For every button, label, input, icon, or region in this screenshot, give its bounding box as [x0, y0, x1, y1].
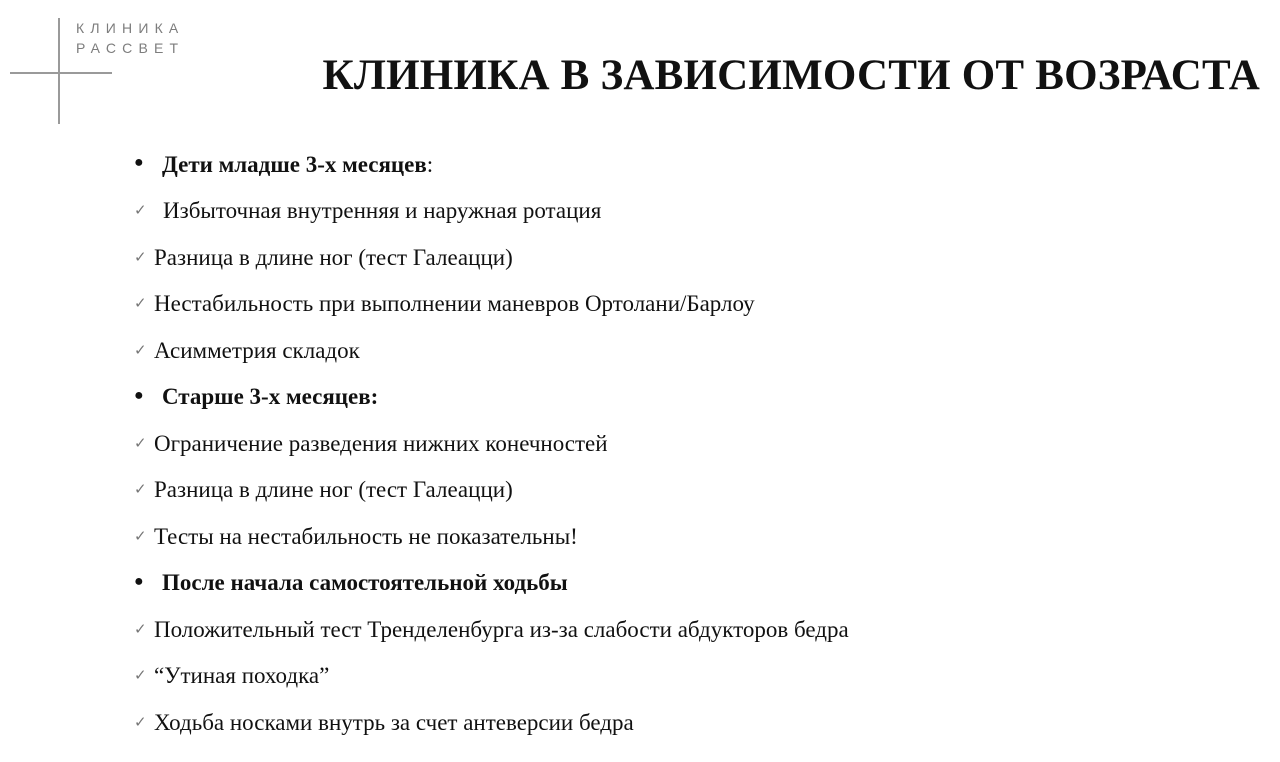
list-item-text: Избыточная внутренняя и наружная ротация	[163, 198, 602, 224]
list-item	[134, 281, 1254, 328]
check-icon: ✓	[134, 480, 147, 499]
check-icon: ✓	[134, 340, 147, 359]
list-item	[134, 420, 1254, 467]
page-title: КЛИНИКА В ЗАВИСИМОСТИ ОТ ВОЗРАСТА	[322, 52, 1260, 99]
bullet-icon: ●	[134, 572, 144, 590]
section-heading-after-walking	[134, 560, 1254, 607]
list-item	[134, 327, 1254, 374]
section-heading-label: Дети младше 3-х месяцев	[162, 151, 427, 177]
check-icon: ✓	[134, 666, 147, 685]
list-item-text: Разница в длине ног (тест Галеацци)	[154, 244, 513, 270]
bullet-icon: ●	[134, 154, 144, 172]
check-icon: ✓	[134, 526, 147, 545]
list-item-text: Ограничение разведения нижних конечностей	[154, 430, 608, 456]
logo-horizontal-line	[10, 72, 112, 74]
list-item-text: Ходьба носками внутрь за счет антеверсии бедра	[154, 709, 634, 735]
logo-text-line-1: КЛИНИКА	[76, 20, 185, 36]
section-heading-label: Старше 3-х месяцев:	[162, 384, 379, 410]
logo-text-line-2: РАССВЕТ	[76, 40, 185, 56]
check-icon: ✓	[134, 201, 147, 220]
bullet-icon: ●	[134, 386, 144, 404]
section-heading-colon: :	[426, 151, 434, 177]
list-item	[134, 606, 1254, 653]
check-icon: ✓	[134, 619, 147, 638]
list-item	[134, 467, 1254, 514]
list-item-text: Нестабильность при выполнении маневров Ортолани/Барлоу	[154, 291, 755, 317]
check-icon: ✓	[134, 712, 147, 731]
clinic-logo	[0, 0, 230, 130]
check-icon: ✓	[134, 294, 147, 313]
list-item-text: Асимметрия складок	[154, 337, 360, 363]
symptom-list	[134, 141, 1254, 746]
logo-vertical-line	[58, 18, 60, 124]
list-item	[134, 513, 1254, 560]
list-item-text: Положительный тест Тренделенбурга из-за слабости абдукторов бедра	[154, 616, 849, 642]
section-heading-under-3-months	[134, 141, 1254, 188]
section-heading-label: После начала самостоятельной ходьбы	[162, 570, 568, 596]
list-item-text: Тесты на нестабильность не показательны!	[154, 523, 578, 549]
list-item-text: “Утиная походка”	[154, 663, 330, 689]
list-item	[134, 188, 1254, 235]
list-item-text: Разница в длине ног (тест Галеацци)	[154, 477, 513, 503]
check-icon: ✓	[134, 433, 147, 452]
list-item	[134, 653, 1254, 700]
check-icon: ✓	[134, 247, 147, 266]
list-item	[134, 234, 1254, 281]
list-item	[134, 699, 1254, 746]
section-heading-over-3-months	[134, 374, 1254, 421]
